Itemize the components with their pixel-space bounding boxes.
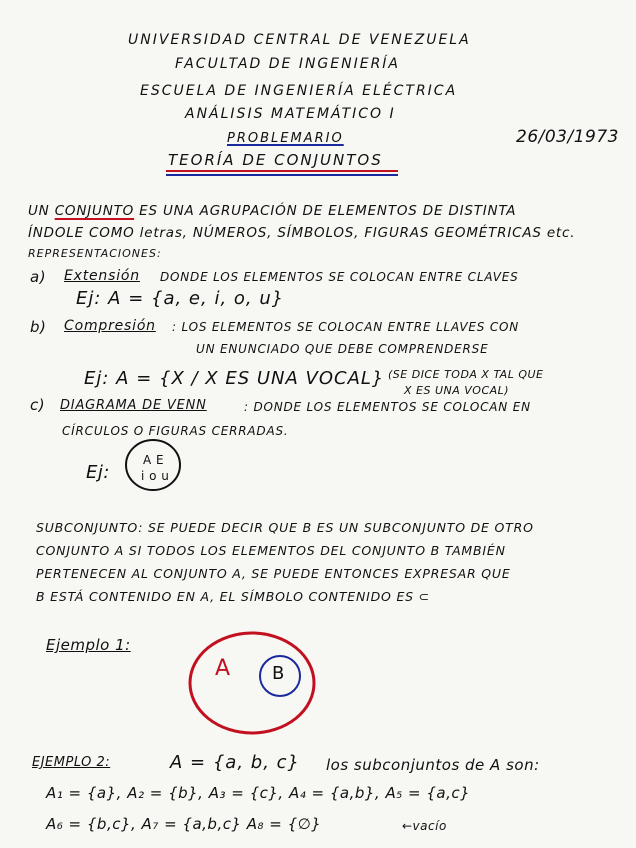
compresion-example: Ej: A = {X / X ES UNA VOCAL} bbox=[84, 368, 385, 389]
example1-outer-letter: A bbox=[215, 656, 231, 681]
compresion-note-2: X ES UNA VOCAL) bbox=[404, 384, 510, 397]
subset-line-2: CONJUNTO A SI TODOS LOS ELEMENTOS DEL CONJUNTO B TAMBIÉN bbox=[36, 543, 506, 558]
title-extension: Extensión bbox=[64, 268, 140, 284]
extension-example: Ej: A = {a, e, i, o, u} bbox=[76, 288, 285, 309]
example2-text: los subconjuntos de A son: bbox=[326, 756, 540, 774]
set-b-circle bbox=[260, 656, 300, 696]
subset-line-3: PERTENECEN AL CONJUNTO A, SE PUEDE ENTONCES EXPRESAR QUE bbox=[36, 566, 511, 581]
intro-line-2: ÍNDOLE COMO letras, NÚMEROS, SÍMBOLOS, FIGURAS GEOMÉTRICAS etc. bbox=[28, 225, 576, 241]
topic-title: TEORÍA DE CONJUNTOS bbox=[168, 151, 383, 169]
set-a-ellipse bbox=[190, 633, 314, 733]
example1-inner-letter: B bbox=[272, 663, 285, 684]
venn-example-label: Ej: bbox=[86, 462, 110, 483]
date: 26/03/1973 bbox=[516, 127, 619, 147]
intro-line-1: UN CONJUNTO ES UNA AGRUPACIÓN DE ELEMENTOS DE DISTINTA bbox=[28, 203, 517, 219]
example2-set: A = {a, b, c} bbox=[170, 752, 300, 773]
title-venn: DIAGRAMA DE VENN bbox=[60, 398, 207, 413]
venn-text-1: : DONDE LOS ELEMENTOS SE COLOCAN EN bbox=[244, 400, 531, 414]
title-compresion: Compresión bbox=[64, 318, 156, 334]
marker-c: c) bbox=[30, 396, 46, 414]
example2-line-1: A₁ = {a}, A₂ = {b}, A₃ = {c}, A₄ = {a,b}, A₅ = {a,c} bbox=[46, 784, 471, 802]
compresion-text-2: UN ENUNCIADO QUE DEBE COMPRENDERSE bbox=[196, 342, 489, 356]
example1-label: Ejemplo 1: bbox=[46, 636, 131, 654]
university-title: UNIVERSIDAD CENTRAL DE VENEZUELA bbox=[128, 32, 471, 48]
school-title: ESCUELA DE INGENIERÍA ELÉCTRICA bbox=[140, 83, 458, 99]
subset-line-1: SUBCONJUNTO: SE PUEDE DECIR QUE B ES UN SUBCONJUNTO DE OTRO bbox=[36, 520, 534, 535]
venn-circle bbox=[126, 440, 180, 490]
course-title: ANÁLISIS MATEMÁTICO I bbox=[185, 106, 396, 122]
venn-text-2: CÍRCULOS O FIGURAS CERRADAS. bbox=[62, 424, 289, 438]
example2-line-2: A₆ = {b,c}, A₇ = {a,b,c} A₈ = {∅} bbox=[46, 815, 322, 833]
subset-line-4: B ESTÁ CONTENIDO EN A, EL SÍMBOLO CONTENIDO ES ⊂ bbox=[36, 589, 430, 604]
example2-label: EJEMPLO 2: bbox=[32, 755, 111, 770]
compresion-note-1: (SE DICE TODA X TAL QUE bbox=[388, 368, 544, 381]
marker-a: a) bbox=[30, 268, 47, 286]
compresion-text-1: : LOS ELEMENTOS SE COLOCAN ENTRE LLAVES CON bbox=[172, 320, 520, 334]
faculty-title: FACULTAD DE INGENIERÍA bbox=[175, 56, 401, 72]
extension-text: DONDE LOS ELEMENTOS SE COLOCAN ENTRE CLAVES bbox=[160, 270, 519, 284]
representations-label: REPRESENTACIONES: bbox=[28, 247, 162, 260]
empty-set-note: ←vacío bbox=[402, 819, 447, 833]
venn-row-2: i o u bbox=[141, 469, 170, 483]
doc-type: PROBLEMARIO bbox=[227, 131, 344, 146]
term-conjunto: CONJUNTO bbox=[54, 203, 135, 219]
marker-b: b) bbox=[30, 318, 47, 336]
venn-row-1: A E bbox=[143, 453, 165, 467]
